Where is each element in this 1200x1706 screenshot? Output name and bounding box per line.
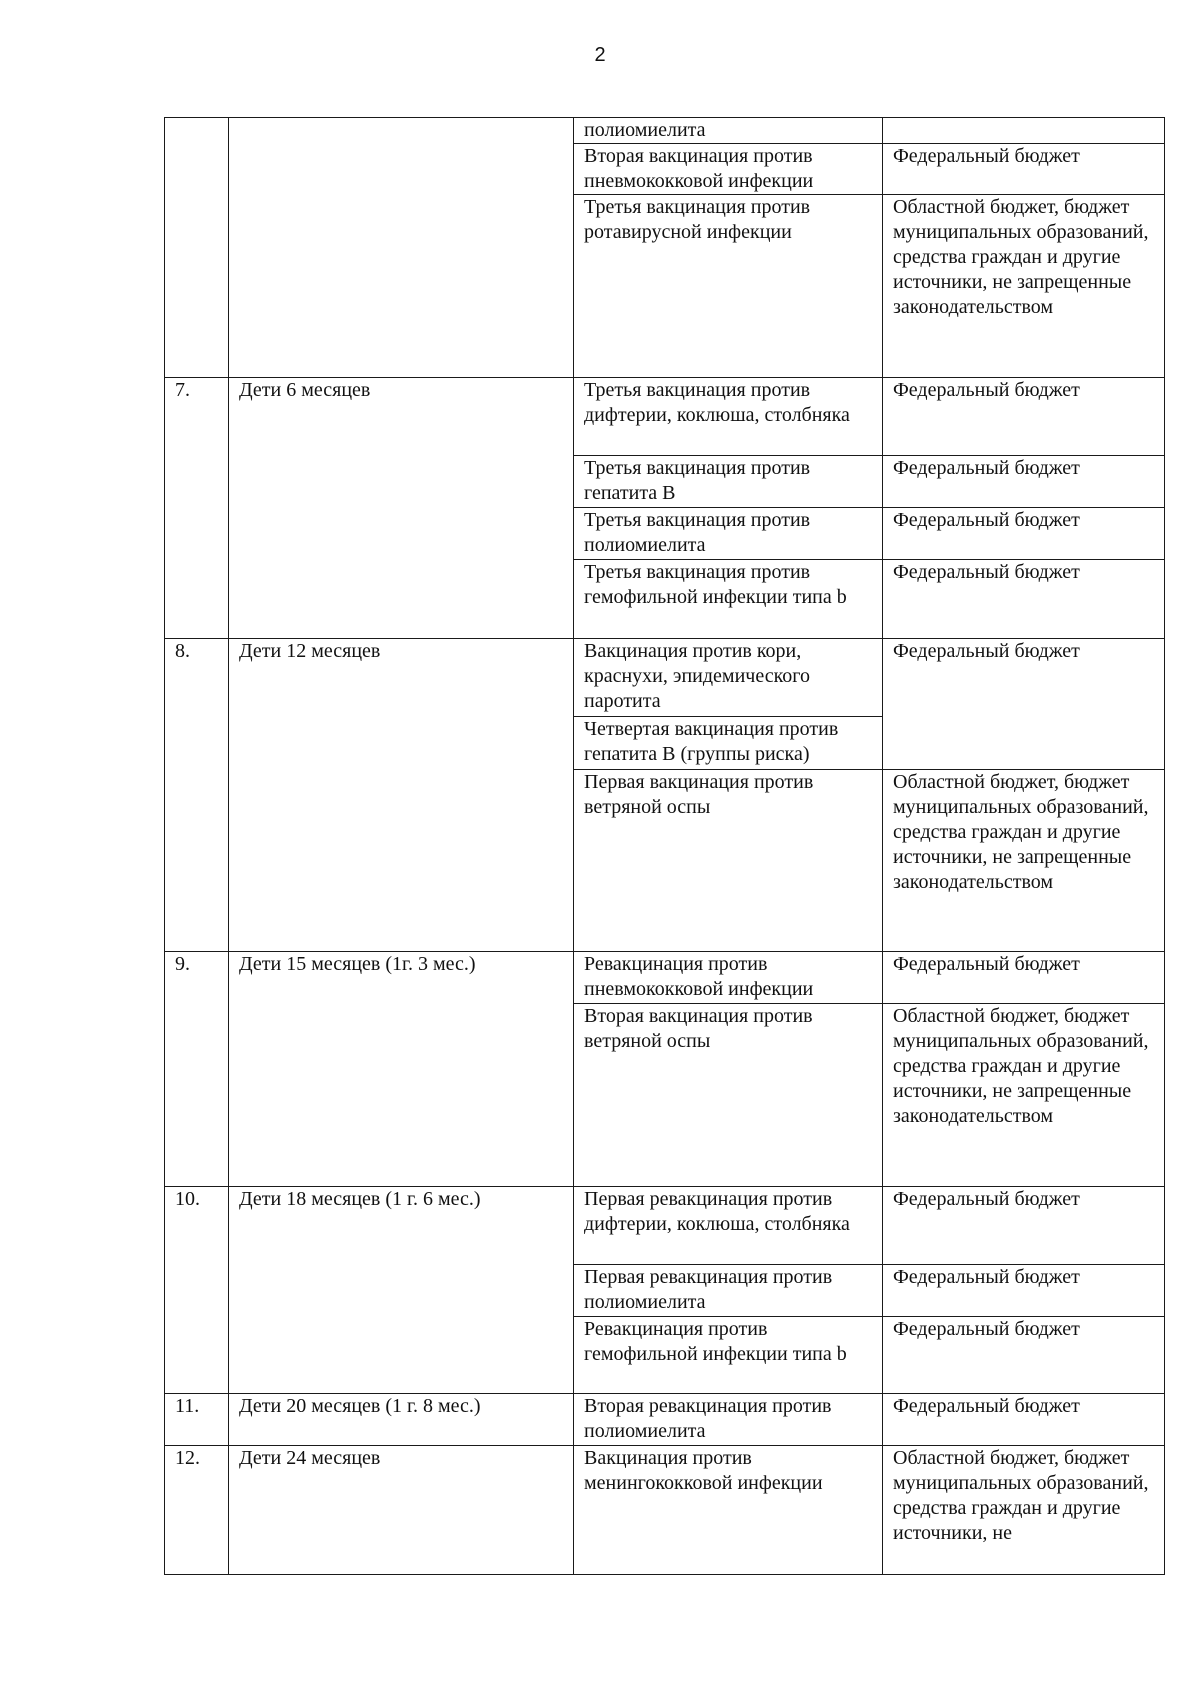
row-number-cell: 12. bbox=[165, 1446, 229, 1575]
funding-cell: Федеральный бюджет bbox=[883, 952, 1165, 1004]
funding-cell: Федеральный бюджет bbox=[883, 144, 1165, 195]
page-number: 2 bbox=[594, 44, 606, 66]
table-row bbox=[165, 952, 1165, 1004]
funding-cell: Областной бюджет, бюджет муниципальных образований, средства граждан и другие источники, не bbox=[883, 1446, 1165, 1575]
vaccination-cell: Вакцинация против кори, краснухи, эпидемического паротита bbox=[574, 639, 883, 717]
vaccination-cell: Вторая вакцинация против ветряной оспы bbox=[574, 1004, 883, 1187]
row-number-cell: 8. bbox=[165, 639, 229, 952]
funding-cell: Федеральный бюджет bbox=[883, 1317, 1165, 1394]
vaccination-cell: Третья вакцинация против дифтерии, коклюша, столбняка bbox=[574, 378, 883, 456]
funding-cell: Федеральный бюджет bbox=[883, 560, 1165, 639]
table-row bbox=[165, 1187, 1165, 1265]
age-group-cell: Дети 18 месяцев (1 г. 6 мес.) bbox=[229, 1187, 574, 1394]
vaccination-cell: Первая вакцинация против ветряной оспы bbox=[574, 770, 883, 952]
vaccination-cell: Вторая вакцинация против пневмококковой инфекции bbox=[574, 144, 883, 195]
vaccination-cell: Вторая ревакцинация против полиомиелита bbox=[574, 1394, 883, 1446]
funding-cell bbox=[883, 118, 1165, 144]
funding-cell: Федеральный бюджет bbox=[883, 456, 1165, 508]
age-group-cell bbox=[229, 118, 574, 378]
funding-cell: Федеральный бюджет bbox=[883, 1394, 1165, 1446]
vaccination-cell: Вакцинация против менингококковой инфекции bbox=[574, 1446, 883, 1575]
row-number-cell: 10. bbox=[165, 1187, 229, 1394]
vaccination-cell: Ревакцинация против гемофильной инфекции типа b bbox=[574, 1317, 883, 1394]
vaccination-cell: Четвертая вакцинация против гепатита В (группы риска) bbox=[574, 717, 883, 770]
vaccination-cell: Третья вакцинация против гемофильной инфекции типа b bbox=[574, 560, 883, 639]
funding-cell: Областной бюджет, бюджет муниципальных образований, средства граждан и другие источники, не запрещенные законодательством bbox=[883, 770, 1165, 952]
funding-cell: Областной бюджет, бюджет муниципальных образований, средства граждан и другие источники, не запрещенные законодательством bbox=[883, 1004, 1165, 1187]
row-number-cell: 7. bbox=[165, 378, 229, 639]
funding-cell: Федеральный бюджет bbox=[883, 1265, 1165, 1317]
row-number-cell: 11. bbox=[165, 1394, 229, 1446]
row-number-cell: 9. bbox=[165, 952, 229, 1187]
funding-cell: Федеральный бюджет bbox=[883, 1187, 1165, 1265]
table-row bbox=[165, 1446, 1165, 1575]
row-number-cell bbox=[165, 118, 229, 378]
table-row bbox=[165, 378, 1165, 456]
vaccination-schedule-table bbox=[164, 117, 1165, 1575]
age-group-cell: Дети 12 месяцев bbox=[229, 639, 574, 952]
funding-cell: Федеральный бюджет bbox=[883, 508, 1165, 560]
age-group-cell: Дети 6 месяцев bbox=[229, 378, 574, 639]
table-row bbox=[165, 1394, 1165, 1446]
table-row bbox=[165, 118, 1165, 144]
funding-cell: Областной бюджет, бюджет муниципальных образований, средства граждан и другие источники, не запрещенные законодательством bbox=[883, 195, 1165, 378]
vaccination-cell: Третья вакцинация против полиомиелита bbox=[574, 508, 883, 560]
age-group-cell: Дети 24 месяцев bbox=[229, 1446, 574, 1575]
funding-cell: Федеральный бюджет bbox=[883, 639, 1165, 770]
vaccination-cell: полиомиелита bbox=[574, 118, 883, 144]
table-row bbox=[165, 639, 1165, 717]
age-group-cell: Дети 15 месяцев (1г. 3 мес.) bbox=[229, 952, 574, 1187]
age-group-cell: Дети 20 месяцев (1 г. 8 мес.) bbox=[229, 1394, 574, 1446]
vaccination-cell: Ревакцинация против пневмококковой инфекции bbox=[574, 952, 883, 1004]
vaccination-cell: Третья вакцинация против гепатита В bbox=[574, 456, 883, 508]
vaccination-cell: Первая ревакцинация против полиомиелита bbox=[574, 1265, 883, 1317]
vaccination-cell: Третья вакцинация против ротавирусной инфекции bbox=[574, 195, 883, 378]
funding-cell: Федеральный бюджет bbox=[883, 378, 1165, 456]
vaccination-cell: Первая ревакцинация против дифтерии, коклюша, столбняка bbox=[574, 1187, 883, 1265]
